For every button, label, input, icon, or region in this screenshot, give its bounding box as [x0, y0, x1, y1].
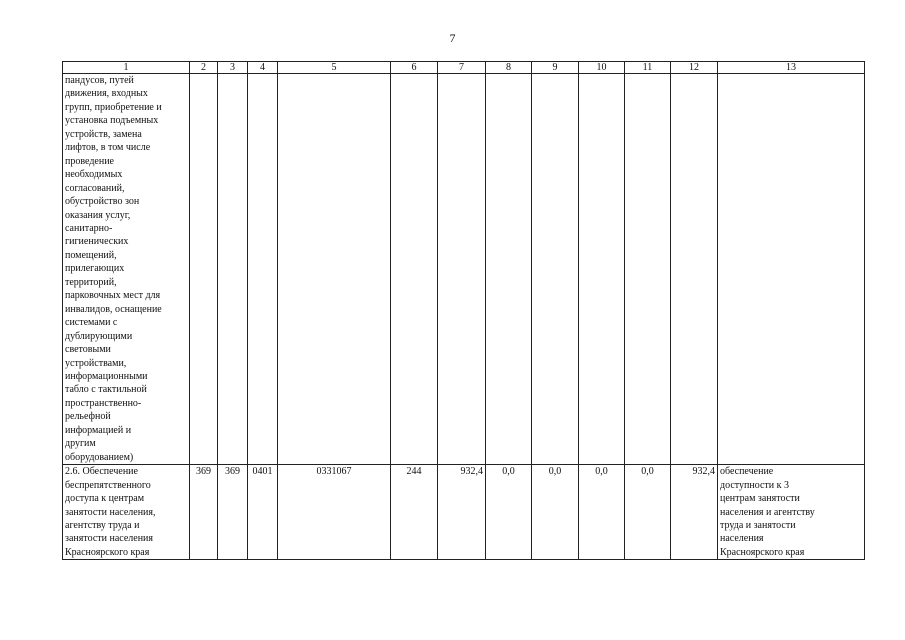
- col-header-7: 7: [438, 62, 486, 74]
- empty-cell: [532, 74, 579, 465]
- cell-col7: 932,4: [438, 465, 486, 560]
- empty-cell: [579, 74, 625, 465]
- cell-col3: 369: [218, 465, 248, 560]
- empty-cell: [190, 74, 218, 465]
- empty-cell: [671, 74, 718, 465]
- cell-col10: 0,0: [579, 465, 625, 560]
- col-header-4: 4: [248, 62, 278, 74]
- continued-row-text: пандусов, путей движения, входных групп, приобретение и установка подъемных устройств, замена лифтов, в том числе проведение необходимых согласований, обустройство зон оказания услуг, санитарно- гигиенических помещений, прилегающих территорий, парковочных мест для инвалидов, оснащение системами с дублирующими световыми устройствами, информационными табло с тактильной пространственно- рельефной информацией и другим оборудованием): [63, 74, 190, 465]
- cell-col2: 369: [190, 465, 218, 560]
- cell-col8: 0,0: [486, 465, 532, 560]
- col-header-6: 6: [391, 62, 438, 74]
- empty-cell: [625, 74, 671, 465]
- empty-cell: [438, 74, 486, 465]
- cell-col9: 0,0: [532, 465, 579, 560]
- col-header-8: 8: [486, 62, 532, 74]
- col-header-9: 9: [532, 62, 579, 74]
- empty-cell: [486, 74, 532, 465]
- cell-col11: 0,0: [625, 465, 671, 560]
- empty-cell: [248, 74, 278, 465]
- row-name: 2.6. Обеспечение беспрепятственного доступа к центрам занятости населения, агентству труда и занятости населения Красноярского края: [63, 465, 190, 560]
- cell-col12: 932,4: [671, 465, 718, 560]
- budget-table: [62, 61, 865, 560]
- col-header-11: 11: [625, 62, 671, 74]
- page-number: 7: [449, 31, 456, 45]
- col-header-2: 2: [190, 62, 218, 74]
- col-header-3: 3: [218, 62, 248, 74]
- col-header-1: 1: [63, 62, 190, 74]
- cell-col4: 0401: [248, 465, 278, 560]
- cell-col5: 0331067: [278, 465, 391, 560]
- col-header-13: 13: [718, 62, 865, 74]
- col-header-12: 12: [671, 62, 718, 74]
- empty-cell: [718, 74, 865, 465]
- header-row: [63, 62, 865, 74]
- table-row-2-6: [63, 465, 865, 560]
- empty-cell: [391, 74, 438, 465]
- cell-col6: 244: [391, 465, 438, 560]
- col-header-10: 10: [579, 62, 625, 74]
- table-row-continued: [63, 74, 865, 465]
- col-header-5: 5: [278, 62, 391, 74]
- empty-cell: [218, 74, 248, 465]
- row-result: обеспечение доступности к 3 центрам занятости населения и агентству труда и занятости населения Красноярского края: [718, 465, 865, 560]
- empty-cell: [278, 74, 391, 465]
